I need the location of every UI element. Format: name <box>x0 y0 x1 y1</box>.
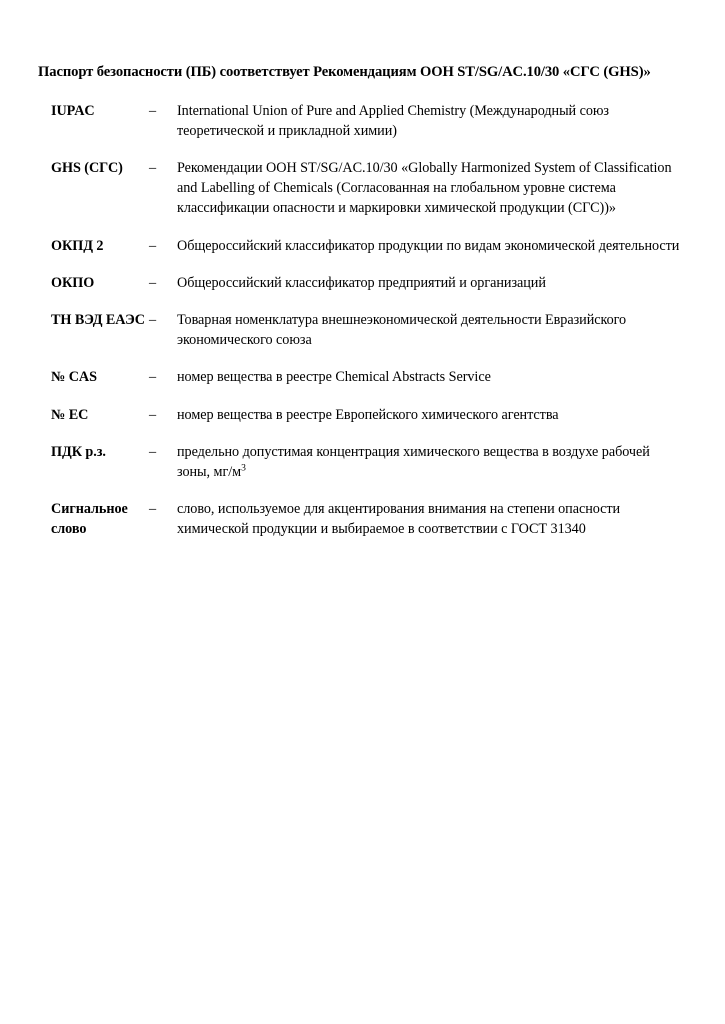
superscript-unit-exponent: 3 <box>241 462 246 474</box>
glossary-entry <box>38 310 693 350</box>
glossary-term: № ЕС <box>51 406 89 423</box>
glossary-entry <box>38 442 693 482</box>
glossary-definition: Общероссийский классификатор продукции по видам экономической деятельности <box>177 237 680 254</box>
glossary-entry <box>38 236 693 256</box>
dash-separator: – <box>149 369 157 386</box>
dash-separator: – <box>149 311 157 328</box>
dash-separator: – <box>149 274 157 291</box>
page-title: Паспорт безопасности (ПБ) соответствует Рекомендациям ООН ST/SG/AC.10/30 «СГС (GHS)» <box>38 64 651 80</box>
glossary-entry <box>38 367 693 387</box>
glossary-entry <box>38 405 693 425</box>
glossary-entry <box>38 101 693 141</box>
glossary-definition: Рекомендации ООН ST/SG/AC.10/30 «Globally Harmonized System of Classification and Labelling of Chemicals (Согласованная на глобальном уровне система классификации опасности и маркировки химической продукции (СГС))» <box>177 159 672 217</box>
glossary-definition: Общероссийский классификатор предприятий и организаций <box>177 274 546 291</box>
dash-separator: – <box>149 159 157 176</box>
glossary-term: ПДК р.з. <box>51 443 106 460</box>
glossary-definition: International Union of Pure and Applied Chemistry (Международный союз теоретической и прикладной химии) <box>177 102 609 139</box>
glossary-term: Сигнальное слово <box>51 501 128 538</box>
glossary-definition: номер вещества в реестре Chemical Abstracts Service <box>177 369 491 386</box>
glossary-term: ТН ВЭД ЕАЭС <box>51 311 145 328</box>
glossary-definition: Товарная номенклатура внешнеэкономической деятельности Евразийского экономического союза <box>177 311 627 349</box>
glossary-entry <box>38 499 693 539</box>
glossary-term: GHS (СГС) <box>51 159 123 176</box>
dash-separator: – <box>149 443 157 460</box>
glossary-term: ОКПО <box>51 274 95 291</box>
document-body <box>38 62 693 557</box>
dash-separator: – <box>149 102 157 119</box>
dash-separator: – <box>149 406 157 423</box>
glossary-entry <box>38 273 693 293</box>
glossary-term: ОКПД 2 <box>51 237 104 254</box>
glossary-definition: номер вещества в реестре Европейского химического агентства <box>177 406 559 423</box>
abbreviations-glossary <box>38 101 693 540</box>
dash-separator: – <box>149 237 157 254</box>
glossary-term: № CAS <box>51 369 97 386</box>
dash-separator: – <box>149 501 157 518</box>
definition-text: предельно допустимая концентрация химического вещества в воздухе рабочей зоны, мг/м <box>177 443 650 480</box>
glossary-definition <box>177 442 685 482</box>
glossary-definition: слово, используемое для акцентирования внимания на степени опасности химической продукции и выбираемое в соответствии с ГОСТ 31340 <box>177 501 621 538</box>
glossary-term: IUPAC <box>51 102 95 119</box>
glossary-entry <box>38 158 693 219</box>
